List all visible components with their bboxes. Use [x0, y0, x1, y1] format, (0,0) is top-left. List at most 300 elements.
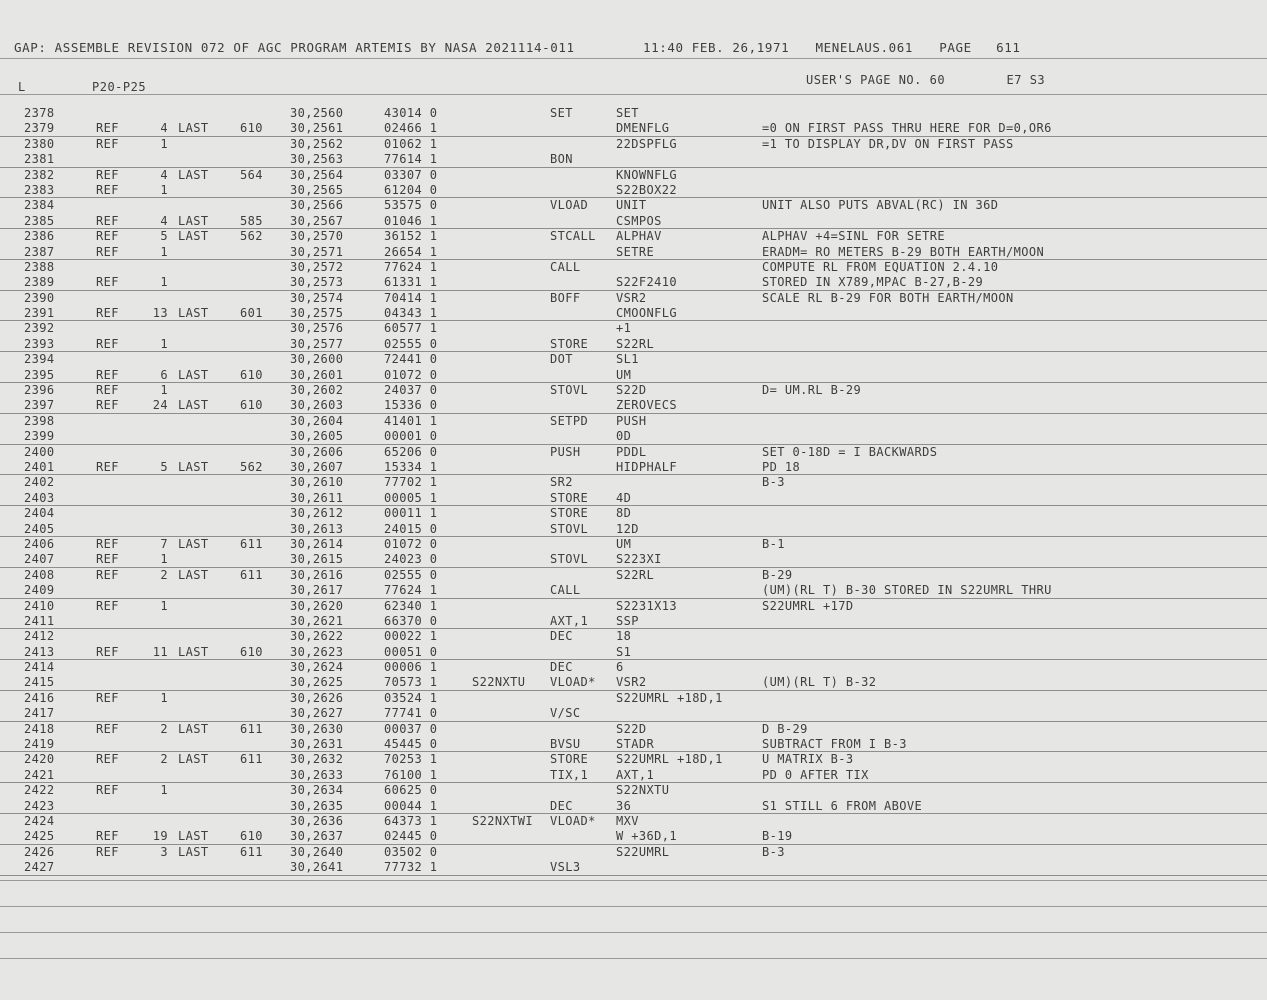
cell-lastn: 611 — [240, 567, 263, 582]
listing-row — [0, 706, 1267, 721]
cell-ref: REF — [96, 690, 119, 705]
cell-ref: REF — [96, 844, 119, 859]
cell-cmt: =0 ON FIRST PASS THRU HERE FOR D=0,OR6 — [762, 121, 1052, 136]
page-header — [14, 40, 1020, 55]
listing-row — [0, 106, 1267, 121]
cell-opnd: AXT,1 — [616, 767, 655, 782]
cell-opnd: +1 — [616, 321, 632, 336]
cell-oct: 61331 1 — [384, 275, 438, 290]
cell-oct: 70414 1 — [384, 290, 438, 305]
cell-refn: 5 — [160, 229, 168, 244]
cell-opnd: VSR2 — [616, 290, 647, 305]
cell-line: 2381 — [24, 152, 55, 167]
cell-ref: REF — [96, 536, 119, 551]
cell-oct: 02555 0 — [384, 336, 438, 351]
cell-lastn: 562 — [240, 459, 263, 474]
cell-oct: 76100 1 — [384, 767, 438, 782]
cell-oct: 00044 1 — [384, 798, 438, 813]
cell-addr: 30,2627 — [290, 706, 344, 721]
cell-line: 2426 — [24, 844, 55, 859]
cell-cmt: UNIT ALSO PUTS ABVAL(RC) IN 36D — [762, 198, 999, 213]
cell-line: 2419 — [24, 737, 55, 752]
cell-addr: 30,2604 — [290, 413, 344, 428]
cell-line: 2410 — [24, 598, 55, 613]
cell-cmt: B-19 — [762, 829, 793, 844]
cell-ref: REF — [96, 829, 119, 844]
cell-lastn: 611 — [240, 752, 263, 767]
cell-opnd: S223XI — [616, 552, 662, 567]
cell-oct: 77614 1 — [384, 152, 438, 167]
cell-lastn: 611 — [240, 844, 263, 859]
cell-refn: 1 — [160, 552, 168, 567]
cell-oct: 60625 0 — [384, 783, 438, 798]
cell-oct: 77741 0 — [384, 706, 438, 721]
header-page-label: PAGE — [939, 40, 972, 55]
cell-last: LAST — [178, 567, 209, 582]
cell-line: 2418 — [24, 721, 55, 736]
cell-addr: 30,2617 — [290, 583, 344, 598]
cell-line: 2403 — [24, 490, 55, 505]
cell-refn: 4 — [160, 213, 168, 228]
cell-refn: 11 — [152, 644, 168, 659]
cell-addr: 30,2602 — [290, 383, 344, 398]
cell-oct: 60577 1 — [384, 321, 438, 336]
cell-cmt: COMPUTE RL FROM EQUATION 2.4.10 — [762, 259, 999, 274]
cell-ref: REF — [96, 721, 119, 736]
blank-rule — [0, 880, 1267, 881]
listing-row — [0, 506, 1267, 521]
cell-addr: 30,2601 — [290, 367, 344, 382]
cell-addr: 30,2620 — [290, 598, 344, 613]
cell-oct: 01062 1 — [384, 136, 438, 151]
cell-refn: 1 — [160, 275, 168, 290]
listing-row — [0, 260, 1267, 275]
cell-opnd: UM — [616, 367, 632, 382]
sheet-code: E7 S3 — [1006, 73, 1046, 87]
cell-line: 2392 — [24, 321, 55, 336]
cell-addr: 30,2614 — [290, 536, 344, 551]
listing-row — [0, 722, 1267, 737]
cell-opnd: KNOWNFLG — [616, 167, 677, 182]
cell-cmt: (UM)(RL T) B-30 STORED IN S22UMRL THRU — [762, 583, 1052, 598]
cell-line: 2404 — [24, 506, 55, 521]
cell-refn: 7 — [160, 536, 168, 551]
cell-oct: 02466 1 — [384, 121, 438, 136]
cell-lastn: 562 — [240, 229, 263, 244]
cell-opnd: UNIT — [616, 198, 647, 213]
cell-addr: 30,2631 — [290, 737, 344, 752]
cell-ref: REF — [96, 244, 119, 259]
cell-addr: 30,2637 — [290, 829, 344, 844]
cell-opnd: S22NXTU — [616, 783, 670, 798]
cell-oct: 45445 0 — [384, 737, 438, 752]
cell-addr: 30,2570 — [290, 229, 344, 244]
cell-addr: 30,2625 — [290, 675, 344, 690]
cell-line: 2414 — [24, 660, 55, 675]
cell-line: 2387 — [24, 244, 55, 259]
cell-refn: 1 — [160, 783, 168, 798]
cell-addr: 30,2621 — [290, 613, 344, 628]
cell-lastn: 601 — [240, 306, 263, 321]
cell-ref: REF — [96, 182, 119, 197]
cell-opnd: PDDL — [616, 444, 647, 459]
listing-row — [0, 460, 1267, 475]
cell-oct: 00011 1 — [384, 506, 438, 521]
header-rule — [0, 58, 1267, 59]
cell-oct: 24023 0 — [384, 552, 438, 567]
cell-addr: 30,2571 — [290, 244, 344, 259]
cell-op: SR2 — [550, 475, 573, 490]
cell-refn: 1 — [160, 244, 168, 259]
cell-refn: 13 — [152, 306, 168, 321]
cell-addr: 30,2606 — [290, 444, 344, 459]
cell-opnd: ZEROVECS — [616, 398, 677, 413]
cell-op: PUSH — [550, 444, 581, 459]
cell-opnd: 22DSPFLG — [616, 136, 677, 151]
listing-row — [0, 552, 1267, 567]
cell-ref: REF — [96, 275, 119, 290]
cell-line: 2405 — [24, 521, 55, 536]
cell-oct: 02555 0 — [384, 567, 438, 582]
listing-row — [0, 645, 1267, 660]
cell-refn: 2 — [160, 752, 168, 767]
user-page-info — [806, 73, 1045, 87]
cell-opnd: S22BOX22 — [616, 182, 677, 197]
listing-row — [0, 860, 1267, 875]
cell-line: 2401 — [24, 459, 55, 474]
cell-opnd: S22UMRL +18D,1 — [616, 690, 723, 705]
listing-row — [0, 583, 1267, 598]
cell-op: STCALL — [550, 229, 596, 244]
cell-oct: 77732 1 — [384, 860, 438, 875]
cell-lastn: 610 — [240, 829, 263, 844]
cell-op: VLOAD* — [550, 813, 596, 828]
left-code: L — [18, 80, 26, 94]
cell-ref: REF — [96, 306, 119, 321]
cell-op: STOVL — [550, 521, 589, 536]
cell-op: SETPD — [550, 413, 589, 428]
cell-opnd: S1 — [616, 644, 632, 659]
cell-addr: 30,2623 — [290, 644, 344, 659]
cell-cmt: STORED IN X789,MPAC B-27,B-29 — [762, 275, 984, 290]
cell-refn: 3 — [160, 844, 168, 859]
cell-line: 2379 — [24, 121, 55, 136]
listing-row — [0, 168, 1267, 183]
cell-lastn: 610 — [240, 367, 263, 382]
cell-refn: 2 — [160, 721, 168, 736]
cell-addr: 30,2611 — [290, 490, 344, 505]
cell-line: 2382 — [24, 167, 55, 182]
cell-opnd: DMENFLG — [616, 121, 670, 136]
cell-ref: REF — [96, 459, 119, 474]
cell-op: STORE — [550, 336, 589, 351]
cell-refn: 24 — [152, 398, 168, 413]
listing-row — [0, 137, 1267, 152]
cell-opnd: PUSH — [616, 413, 647, 428]
cell-line: 2402 — [24, 475, 55, 490]
listing-row — [0, 783, 1267, 798]
listing-row — [0, 814, 1267, 829]
cell-line: 2417 — [24, 706, 55, 721]
cell-addr: 30,2626 — [290, 690, 344, 705]
cell-refn: 1 — [160, 690, 168, 705]
cell-op: DEC — [550, 660, 573, 675]
cell-last: LAST — [178, 752, 209, 767]
cell-last: LAST — [178, 459, 209, 474]
cell-addr: 30,2616 — [290, 567, 344, 582]
listing-row — [0, 752, 1267, 767]
listing-row — [0, 629, 1267, 644]
cell-refn: 4 — [160, 167, 168, 182]
cell-addr: 30,2572 — [290, 259, 344, 274]
listing-row — [0, 660, 1267, 675]
cell-oct: 61204 0 — [384, 182, 438, 197]
listing-row — [0, 121, 1267, 136]
cell-oct: 53575 0 — [384, 198, 438, 213]
cell-line: 2409 — [24, 583, 55, 598]
cell-oct: 72441 0 — [384, 352, 438, 367]
cell-addr: 30,2562 — [290, 136, 344, 151]
cell-line: 2389 — [24, 275, 55, 290]
cell-tag: S22NXTWI — [472, 813, 533, 828]
cell-line: 2384 — [24, 198, 55, 213]
cell-oct: 64373 1 — [384, 813, 438, 828]
cell-oct: 00022 1 — [384, 629, 438, 644]
listing-row — [0, 198, 1267, 213]
listing-row — [0, 491, 1267, 506]
header-datetime: 11:40 FEB. 26,1971 — [642, 40, 790, 55]
subheader-rule — [0, 94, 1267, 95]
cell-opnd: 4D — [616, 490, 632, 505]
cell-cmt: ALPHAV +4=SINL FOR SETRE — [762, 229, 945, 244]
cell-refn: 1 — [160, 383, 168, 398]
cell-line: 2425 — [24, 829, 55, 844]
cell-ref: REF — [96, 383, 119, 398]
cell-addr: 30,2563 — [290, 152, 344, 167]
cell-ref: REF — [96, 598, 119, 613]
listing-row — [0, 799, 1267, 814]
cell-addr: 30,2573 — [290, 275, 344, 290]
cell-addr: 30,2613 — [290, 521, 344, 536]
cell-line: 2413 — [24, 644, 55, 659]
cell-line: 2400 — [24, 444, 55, 459]
cell-addr: 30,2605 — [290, 429, 344, 444]
cell-lastn: 564 — [240, 167, 263, 182]
listing-row — [0, 522, 1267, 537]
cell-line: 2412 — [24, 629, 55, 644]
cell-oct: 65206 0 — [384, 444, 438, 459]
cell-oct: 24037 0 — [384, 383, 438, 398]
cell-addr: 30,2624 — [290, 660, 344, 675]
cell-addr: 30,2633 — [290, 767, 344, 782]
cell-op: CALL — [550, 259, 581, 274]
cell-refn: 19 — [152, 829, 168, 844]
cell-line: 2399 — [24, 429, 55, 444]
blank-rule — [0, 932, 1267, 933]
cell-op: STORE — [550, 506, 589, 521]
cell-lastn: 611 — [240, 536, 263, 551]
cell-addr: 30,2575 — [290, 306, 344, 321]
cell-oct: 70573 1 — [384, 675, 438, 690]
cell-oct: 03502 0 — [384, 844, 438, 859]
cell-opnd: 12D — [616, 521, 639, 536]
cell-line: 2415 — [24, 675, 55, 690]
cell-cmt: SCALE RL B-29 FOR BOTH EARTH/MOON — [762, 290, 1014, 305]
cell-cmt: S22UMRL +17D — [762, 598, 854, 613]
blank-rule — [0, 906, 1267, 907]
cell-ref: REF — [96, 367, 119, 382]
cell-addr: 30,2576 — [290, 321, 344, 336]
cell-addr: 30,2632 — [290, 752, 344, 767]
cell-addr: 30,2612 — [290, 506, 344, 521]
cell-line: 2385 — [24, 213, 55, 228]
cell-refn: 5 — [160, 459, 168, 474]
cell-oct: 62340 1 — [384, 598, 438, 613]
cell-addr: 30,2641 — [290, 860, 344, 875]
cell-addr: 30,2607 — [290, 459, 344, 474]
cell-line: 2408 — [24, 567, 55, 582]
cell-opnd: 0D — [616, 429, 632, 444]
cell-opnd: SL1 — [616, 352, 639, 367]
cell-cmt: B-3 — [762, 844, 785, 859]
cell-addr: 30,2635 — [290, 798, 344, 813]
cell-last: LAST — [178, 721, 209, 736]
cell-opnd: 18 — [616, 629, 632, 644]
cell-oct: 00001 0 — [384, 429, 438, 444]
cell-line: 2391 — [24, 306, 55, 321]
listing-row — [0, 691, 1267, 706]
cell-last: LAST — [178, 229, 209, 244]
listing-row — [0, 398, 1267, 413]
cell-opnd: S22RL — [616, 336, 655, 351]
blank-ruled-lines — [0, 880, 1267, 984]
cell-last: LAST — [178, 644, 209, 659]
cell-ref: REF — [96, 121, 119, 136]
cell-oct: 15336 0 — [384, 398, 438, 413]
cell-cmt: PD 0 AFTER TIX — [762, 767, 869, 782]
cell-ref: REF — [96, 783, 119, 798]
cell-oct: 03524 1 — [384, 690, 438, 705]
cell-oct: 03307 0 — [384, 167, 438, 182]
cell-ref: REF — [96, 398, 119, 413]
cell-line: 2394 — [24, 352, 55, 367]
cell-line: 2398 — [24, 413, 55, 428]
listing-row — [0, 275, 1267, 290]
cell-opnd: 36 — [616, 798, 632, 813]
cell-refn: 1 — [160, 336, 168, 351]
cell-line: 2397 — [24, 398, 55, 413]
user-page-number: USER'S PAGE NO. 60 — [806, 73, 946, 87]
cell-opnd: VSR2 — [616, 675, 647, 690]
cell-opnd: S22F2410 — [616, 275, 677, 290]
cell-oct: 02445 0 — [384, 829, 438, 844]
cell-oct: 36152 1 — [384, 229, 438, 244]
cell-op: AXT,1 — [550, 613, 589, 628]
listing-row — [0, 352, 1267, 367]
cell-line: 2407 — [24, 552, 55, 567]
cell-op: STOVL — [550, 383, 589, 398]
cell-addr: 30,2636 — [290, 813, 344, 828]
cell-line: 2390 — [24, 290, 55, 305]
cell-line: 2421 — [24, 767, 55, 782]
cell-addr: 30,2600 — [290, 352, 344, 367]
cell-op: V/SC — [550, 706, 581, 721]
cell-oct: 00051 0 — [384, 644, 438, 659]
cell-ref: REF — [96, 229, 119, 244]
cell-addr: 30,2560 — [290, 106, 344, 120]
header-title: GAP: ASSEMBLE REVISION 072 OF AGC PROGRAM ARTEMIS BY NASA 2021114-011 — [14, 40, 575, 55]
cell-line: 2422 — [24, 783, 55, 798]
listing-row — [0, 321, 1267, 336]
cell-op: DEC — [550, 798, 573, 813]
cell-oct: 66370 0 — [384, 613, 438, 628]
cell-addr: 30,2630 — [290, 721, 344, 736]
cell-oct: 00006 1 — [384, 660, 438, 675]
cell-line: 2416 — [24, 690, 55, 705]
cell-addr: 30,2567 — [290, 213, 344, 228]
cell-addr: 30,2565 — [290, 182, 344, 197]
cell-opnd: MXV — [616, 813, 639, 828]
cell-cmt: D= UM.RL B-29 — [762, 383, 862, 398]
cell-addr: 30,2603 — [290, 398, 344, 413]
cell-opnd: STADR — [616, 737, 655, 752]
cell-lastn: 585 — [240, 213, 263, 228]
cell-op: CALL — [550, 583, 581, 598]
cell-last: LAST — [178, 844, 209, 859]
cell-oct: 70253 1 — [384, 752, 438, 767]
cell-cmt: B-3 — [762, 475, 785, 490]
cell-addr: 30,2640 — [290, 844, 344, 859]
cell-oct: 77624 1 — [384, 259, 438, 274]
cell-opnd: S22UMRL +18D,1 — [616, 752, 723, 767]
cell-opnd: S22D — [616, 383, 647, 398]
cell-opnd: 8D — [616, 506, 632, 521]
cell-oct: 24015 0 — [384, 521, 438, 536]
cell-lastn: 610 — [240, 398, 263, 413]
listing-row — [0, 568, 1267, 583]
cell-addr: 30,2577 — [290, 336, 344, 351]
cell-lastn: 610 — [240, 121, 263, 136]
cell-op: STORE — [550, 752, 589, 767]
listing-row — [0, 291, 1267, 306]
cell-line: 2393 — [24, 336, 55, 351]
cell-addr: 30,2615 — [290, 552, 344, 567]
cell-line: 2396 — [24, 383, 55, 398]
cell-last: LAST — [178, 398, 209, 413]
cell-last: LAST — [178, 306, 209, 321]
listing-row — [0, 737, 1267, 752]
cell-cmt: SUBTRACT FROM I B-3 — [762, 737, 907, 752]
cell-refn: 1 — [160, 598, 168, 613]
cell-oct: 15334 1 — [384, 459, 438, 474]
listing-row — [0, 229, 1267, 244]
cell-opnd: CMOONFLG — [616, 306, 677, 321]
cell-oct: 26654 1 — [384, 244, 438, 259]
cell-lastn: 611 — [240, 721, 263, 736]
cell-addr: 30,2574 — [290, 290, 344, 305]
cell-line: 2420 — [24, 752, 55, 767]
cell-refn: 2 — [160, 567, 168, 582]
cell-addr: 30,2566 — [290, 198, 344, 213]
cell-oct: 04343 1 — [384, 306, 438, 321]
cell-oct: 77624 1 — [384, 583, 438, 598]
listing-row — [0, 414, 1267, 429]
cell-cmt: SET 0-18D = I BACKWARDS — [762, 444, 938, 459]
cell-op: STORE — [550, 490, 589, 505]
cell-cmt: (UM)(RL T) B-32 — [762, 675, 877, 690]
cell-line: 2395 — [24, 367, 55, 382]
listing-row — [0, 475, 1267, 490]
